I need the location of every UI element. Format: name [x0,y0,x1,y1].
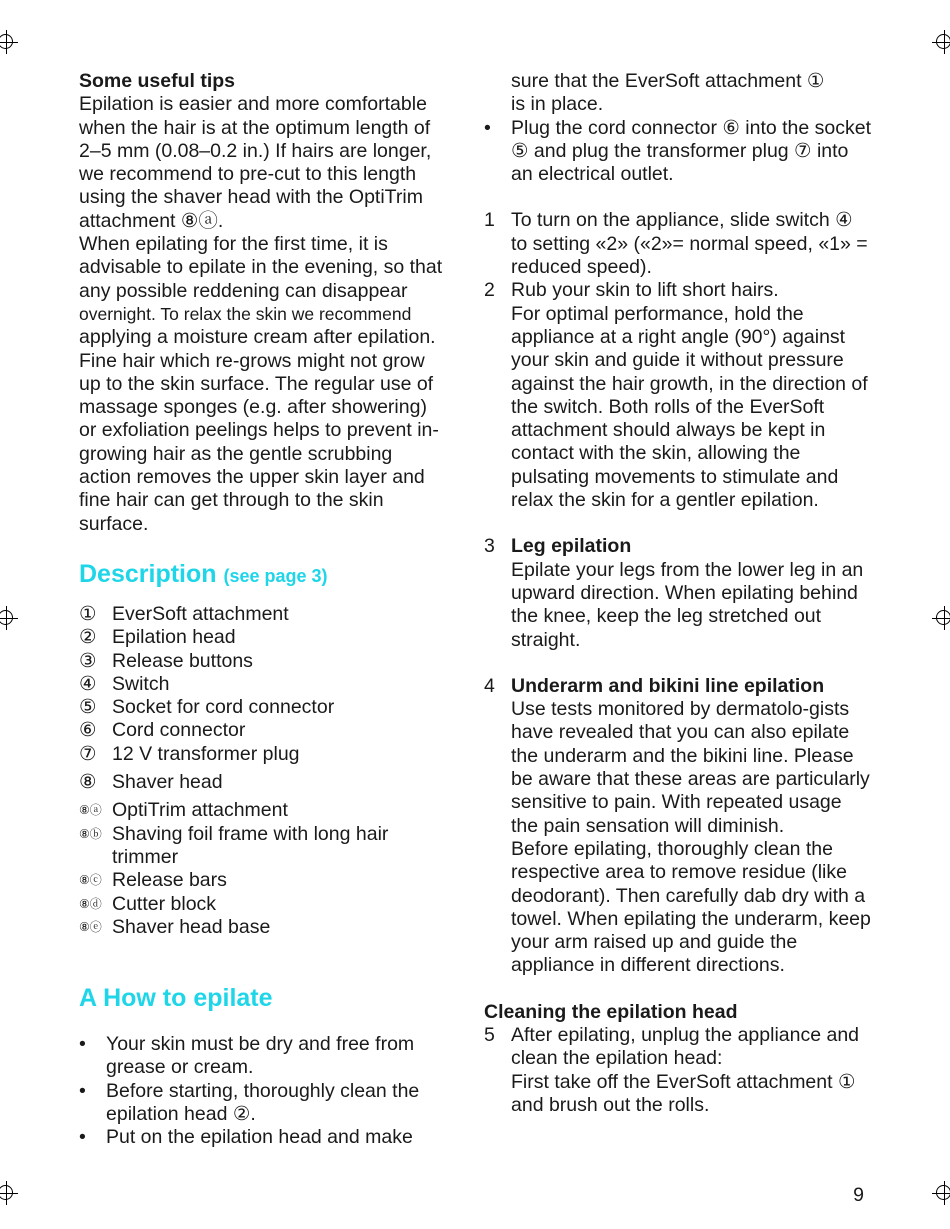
crop-mark-icon [932,30,950,54]
tips-heading: Some useful tips [79,70,236,92]
right-column [484,70,874,1117]
tips-line: applying a moisture cream after epilation. [79,326,436,349]
page-number: 9 [853,1184,864,1206]
tips-line: Epilation is easier and more comfortable [79,93,427,116]
tips-line: When epilating for the first time, it is [79,233,388,256]
list-item: ⑦ 12 V transformer plug [79,742,300,765]
underarm-heading: Underarm and bikini line epilation [511,674,825,697]
tips-text [79,93,469,536]
crop-mark-icon [0,606,18,630]
list-item: • Before starting, thoroughly clean the epilation head ②. [79,1080,469,1127]
list-item: ② Epilation head [79,626,236,649]
list-item: • Plug the cord connector ⑥ into the socket ⑤ and plug the transformer plug ⑦ into an electrical outlet. [484,117,874,187]
tips-line: action removes the upper skin layer and [79,466,425,489]
crop-mark-icon [0,30,18,54]
tips-line: massage sponges (e.g. after showering) [79,396,427,419]
list-item: • Your skin must be dry and free from grease or cream. [79,1033,469,1080]
tips-line: 2–5 mm (0.08–0.2 in.) If hairs are longer, [79,139,432,162]
list-item: ⑥ Cord connector [79,719,246,742]
tips-line: using the shaver head with the OptiTrim [79,186,423,209]
tips-line: fine hair can get through to the skin [79,489,384,512]
tips-line: or exfoliation peelings helps to prevent in- [79,419,439,442]
list-item: ⑧ⓑ Shaving foil frame with long hair [79,822,389,845]
crop-mark-icon [932,1181,950,1205]
step-3: 3 Leg epilation Epilate your legs from the lower leg in an upward direction. When epilating behind the knee, keep the leg stretched out straight. [484,535,874,651]
continued-text: sure that the EverSoft attachment ① is in place. [511,70,825,116]
list-item: ⑧ⓓ Cutter block [79,892,217,915]
tips-line: surface. [79,512,149,535]
list-item: ⑤ Socket for cord connector [79,696,335,719]
plug-in-list [484,117,874,187]
how-to-list [79,1033,469,1149]
list-item: ⑧ⓔ Shaver head base [79,915,271,938]
list-item: trimmer [112,845,179,868]
leg-epilation-heading: Leg epilation [511,535,632,558]
crop-mark-icon [0,1181,18,1205]
tips-line: any possible reddening can disappear [79,279,408,302]
step-4: 4 Underarm and bikini line epilation Use tests monitored by dermatolo-gists have revealed that you can also epilate the underarm and the bikini line. Please be aware that these areas are particularly sensitive to pain. With repeated usage the pain sensation will diminish. Before epilating, thoroughly clean the respective area to remove residue (like deodorant). Then carefully dab dry with a towel. When epilating the underarm, keep your arm raised up and guide the appliance in different directions. [484,675,874,978]
tips-line: we recommend to pre-cut to this length [79,163,417,186]
crop-mark-icon [932,606,950,630]
tips-line: advisable to epilate in the evening, so that [79,256,443,279]
tips-line: up to the skin surface. The regular use of [79,372,434,395]
list-item: ⑧ Shaver head [79,771,223,794]
tips-line: growing hair as the gentle scrubbing [79,442,393,465]
step-5: 5 After epilating, unplug the appliance and clean the epilation head: First take off the EverSoft attachment ① and brush out the rolls. [484,1023,860,1116]
description-page-ref: (see page 3) [223,565,328,586]
tips-line: Fine hair which re-grows might not grow [79,349,425,372]
list-item: ① EverSoft attachment [79,602,289,625]
description-list [79,603,469,939]
description-heading: Description (see page 3) [79,559,328,588]
tips-line: attachment ⑧ⓐ. [79,209,224,232]
tips-line: overnight. To relax the skin we recommend [79,303,412,324]
step-1: 1 To turn on the appliance, slide switch ④ to setting «2» («2»= normal speed, «1» = reduced speed). [484,209,868,279]
step-2: 2 Rub your skin to lift short hairs. For optimal performance, hold the appliance at a right angle (90°) against your skin and guide it without pressure against the hair growth, in the direction of the switch. Both rolls of the EverSoft attachment should always be kept in contact with the skin, allowing the pulsating movements to stimulate and relax the skin for a gentler epilation. [484,279,868,512]
list-item: • Put on the epilation head and make [79,1126,469,1149]
list-item: ④ Switch [79,672,170,695]
how-to-heading: A How to epilate [79,984,273,1013]
tips-line: when the hair is at the optimum length of [79,116,431,139]
list-item: ⑧ⓒ Release bars [79,869,227,892]
list-item: ③ Release buttons [79,649,253,672]
list-item: ⑧ⓐ OptiTrim attachment [79,799,288,822]
left-column [79,70,469,1150]
cleaning-heading: Cleaning the epilation head [484,1000,738,1023]
